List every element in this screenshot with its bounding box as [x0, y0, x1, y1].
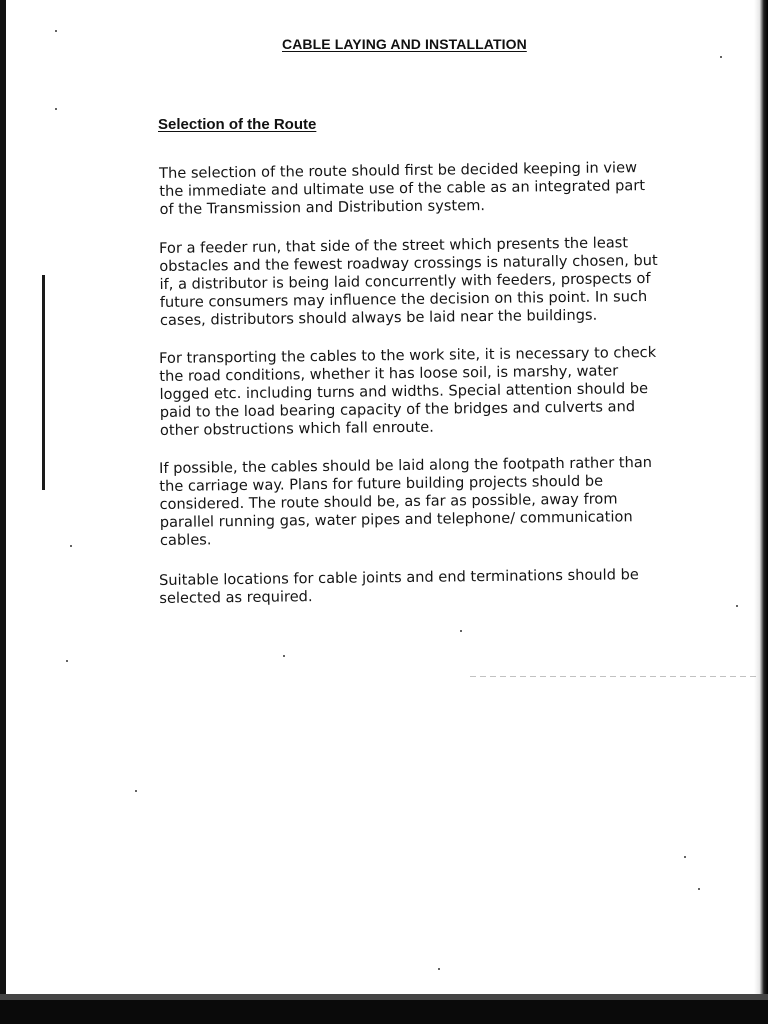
scan-speck — [698, 888, 700, 890]
paragraph-line: Suitable locations for cable joints and end terminations should be — [159, 566, 639, 589]
paragraph-line: future consumers may influence the decision on this point. In such — [159, 288, 648, 311]
scan-speck — [66, 660, 68, 662]
paragraph-line: paid to the load bearing capacity of the bridges and culverts and — [159, 398, 636, 421]
paragraph — [159, 159, 690, 219]
paragraph-line: other obstructions which fall enroute. — [159, 418, 434, 439]
paragraph-line: considered. The route should be, as far as possible, away from — [159, 490, 618, 513]
paragraph-line: selected as required. — [159, 588, 313, 607]
paragraph-line: The selection of the route should first be decided keeping in view — [159, 159, 638, 182]
scan-speck — [283, 655, 285, 657]
scan-speck — [135, 790, 137, 792]
paragraph-line: if, a distributor is being laid concurrently with feeders, prospects of — [159, 269, 651, 293]
paragraph-line: the immediate and ultimate use of the cable as an integrated part — [159, 177, 646, 200]
scan-speck — [55, 108, 57, 110]
section-heading: Selection of the Route — [158, 116, 317, 133]
paragraph-line: of the Transmission and Distribution system. — [159, 197, 486, 218]
paragraph-line: cases, distributors should always be laid near the buildings. — [159, 306, 598, 329]
paragraph-line: logged etc. including turns and widths. Special attention should be — [159, 380, 649, 403]
paragraph — [159, 566, 689, 608]
paragraph — [159, 454, 690, 550]
paragraph-line: the carriage way. Plans for future building projects should be — [159, 472, 604, 495]
scan-right-edge — [754, 0, 768, 1024]
binding-mark — [42, 275, 45, 490]
paragraph-line: obstacles and the fewest roadway crossings is naturally chosen, but — [159, 251, 658, 275]
scan-speck — [70, 545, 72, 547]
paragraph — [159, 344, 690, 440]
scan-speck — [736, 605, 738, 607]
paragraph-line: If possible, the cables should be laid along the footpath rather than — [159, 453, 653, 477]
paragraph-line: parallel running gas, water pipes and telephone/ communication — [159, 508, 633, 531]
paragraph-line: cables. — [159, 531, 212, 549]
scan-bottom-edge — [0, 994, 768, 1024]
document-title: CABLE LAYING AND INSTALLATION — [282, 36, 527, 52]
scan-speck — [55, 30, 57, 32]
scan-speck — [684, 856, 686, 858]
scan-smudge-line — [470, 676, 760, 677]
scan-speck — [460, 630, 462, 632]
scan-speck — [438, 968, 440, 970]
scan-left-edge — [0, 0, 6, 1024]
paragraph — [159, 234, 690, 330]
paragraph-line: For a feeder run, that side of the street which presents the least — [159, 234, 629, 257]
scan-speck — [720, 56, 722, 58]
paragraph-line: For transporting the cables to the work site, it is necessary to check — [159, 343, 657, 367]
paragraph-line: the road conditions, whether it has loose soil, is marshy, water — [159, 362, 619, 385]
